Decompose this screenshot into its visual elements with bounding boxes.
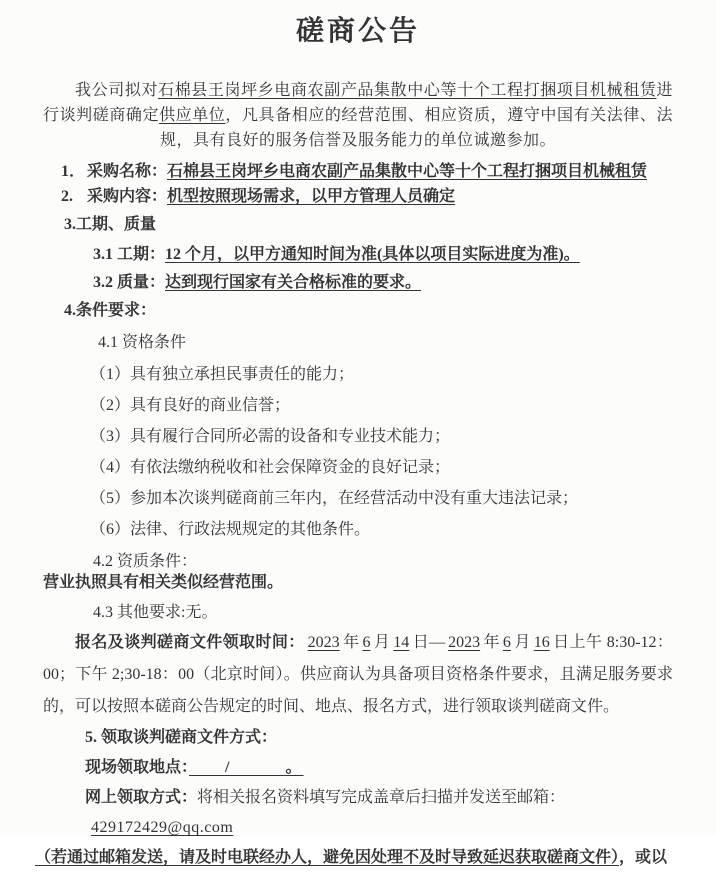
section3-1-duration (43, 245, 673, 265)
section4-2-heading: 4.2 资质条件： (93, 553, 198, 570)
onsite-label: 现场领取地点： (85, 759, 190, 776)
condition-item: （4）有依法缴纳税收和社会保障资金的良好记录； (90, 459, 451, 476)
email-address: 429172429@qq.com (91, 819, 234, 836)
end-year: 2023 (448, 634, 481, 651)
note-tail: ，或以 (619, 849, 668, 866)
section4-1-heading: 4.1 资格条件 (98, 334, 187, 351)
item2-label: 采购内容： (87, 188, 168, 205)
s31-value: 12 个月，以甲方通知时间为准(具体以项目实际进度为准)。 (165, 246, 580, 263)
item2-value: 机型按照现场需求，以甲方管理人员确定 (167, 188, 456, 205)
section3-heading: 3.工期、质量 (64, 216, 157, 233)
item1-value: 石棉县王岗坪乡电商农副产品集散中心等十个工程打捆项目机械租赁 (167, 163, 648, 180)
s32-label: 3.2 质量： (93, 274, 166, 291)
start-year: 2023 (307, 634, 340, 651)
registration-tail: 日上午 8:30-12：00；下午 2;30-18：00（北京时间）。供应商认为具备项目资格条件要求，且满足服务要求的，可以按照本磋商公告规定的时间、地点、报名方式，进行领取谈判磋商文件。 (43, 634, 673, 715)
start-month: 6 (362, 634, 371, 651)
note-parenthetical: （若通过邮箱发送，请及时电联经办人，避免因处理不及时导致延迟获取磋商文件） (35, 849, 620, 866)
online-pickup-line (43, 783, 673, 843)
month-char: 月 (373, 634, 391, 651)
intro-rest: ，凡具备相应的经营范围、相应资质，遵守中国有关法律、法规，具有良好的服务信誉及服务能力的单位诚邀参加。 (159, 107, 673, 149)
month-char: 月 (513, 634, 531, 651)
online-text: 将相关报名资料填写完成盖章后扫描并发送至邮箱： (197, 789, 566, 806)
item-purchase-content (61, 184, 673, 209)
intro-project-name: 石棉县王岗坪乡电商农副产品集散中心等十个工程打捆项目机械租赁 (158, 82, 657, 99)
intro-mid: 进行谈判磋商确定 (43, 82, 673, 124)
section3-2-quality (43, 273, 673, 293)
section4-heading: 4.条件要求： (64, 302, 157, 319)
start-day: 14 (393, 634, 410, 651)
s31-label: 3.1 工期： (93, 246, 166, 263)
condition-item: （3）具有履行合同所必需的设备和专业技术能力； (90, 428, 451, 445)
document-title: 磋商公告 (295, 16, 420, 47)
online-label: 网上领取方式： (85, 789, 198, 806)
condition-item: （2）具有良好的商业信誉； (90, 397, 291, 414)
item1-number: 1． (61, 163, 86, 180)
year-char: 年 (342, 634, 360, 651)
intro-supplier-term: 供应单位 (159, 107, 226, 124)
condition-item: （1）具有独立承担民事责任的能力； (90, 366, 355, 383)
section4-3-other: 4.3 其他要求:无。 (93, 604, 218, 621)
end-month: 6 (502, 634, 511, 651)
onsite-pickup-line (43, 753, 673, 783)
intro-paragraph (43, 78, 673, 153)
item1-label: 采购名称： (87, 163, 168, 180)
registration-time-paragraph (43, 627, 673, 723)
onsite-blank-field: / 。 (189, 759, 304, 776)
end-day: 16 (533, 634, 550, 651)
condition-item: （6）法律、行政法规规定的其他条件。 (90, 521, 371, 538)
note-line (35, 843, 673, 873)
item-purchase-name (61, 159, 673, 184)
day-dash: 日— (412, 634, 446, 651)
intro-lead: 我公司拟对 (75, 82, 159, 99)
section5-heading: 5. 领取谈判磋商文件方式： (85, 729, 278, 746)
condition-item: （5）参加本次谈判磋商前三年内，在经营活动中没有重大违法记录； (90, 490, 579, 507)
numbered-items (43, 159, 673, 209)
registration-label: 报名及谈判磋商文件领取时间： (75, 634, 305, 651)
year-char: 年 (483, 634, 500, 651)
section4-2-value: 营业执照具有相关类似经营范围。 (43, 574, 284, 591)
item2-number: 2. (61, 188, 73, 205)
s32-value: 达到现行国家有关合格标准的要求。 (165, 274, 422, 291)
